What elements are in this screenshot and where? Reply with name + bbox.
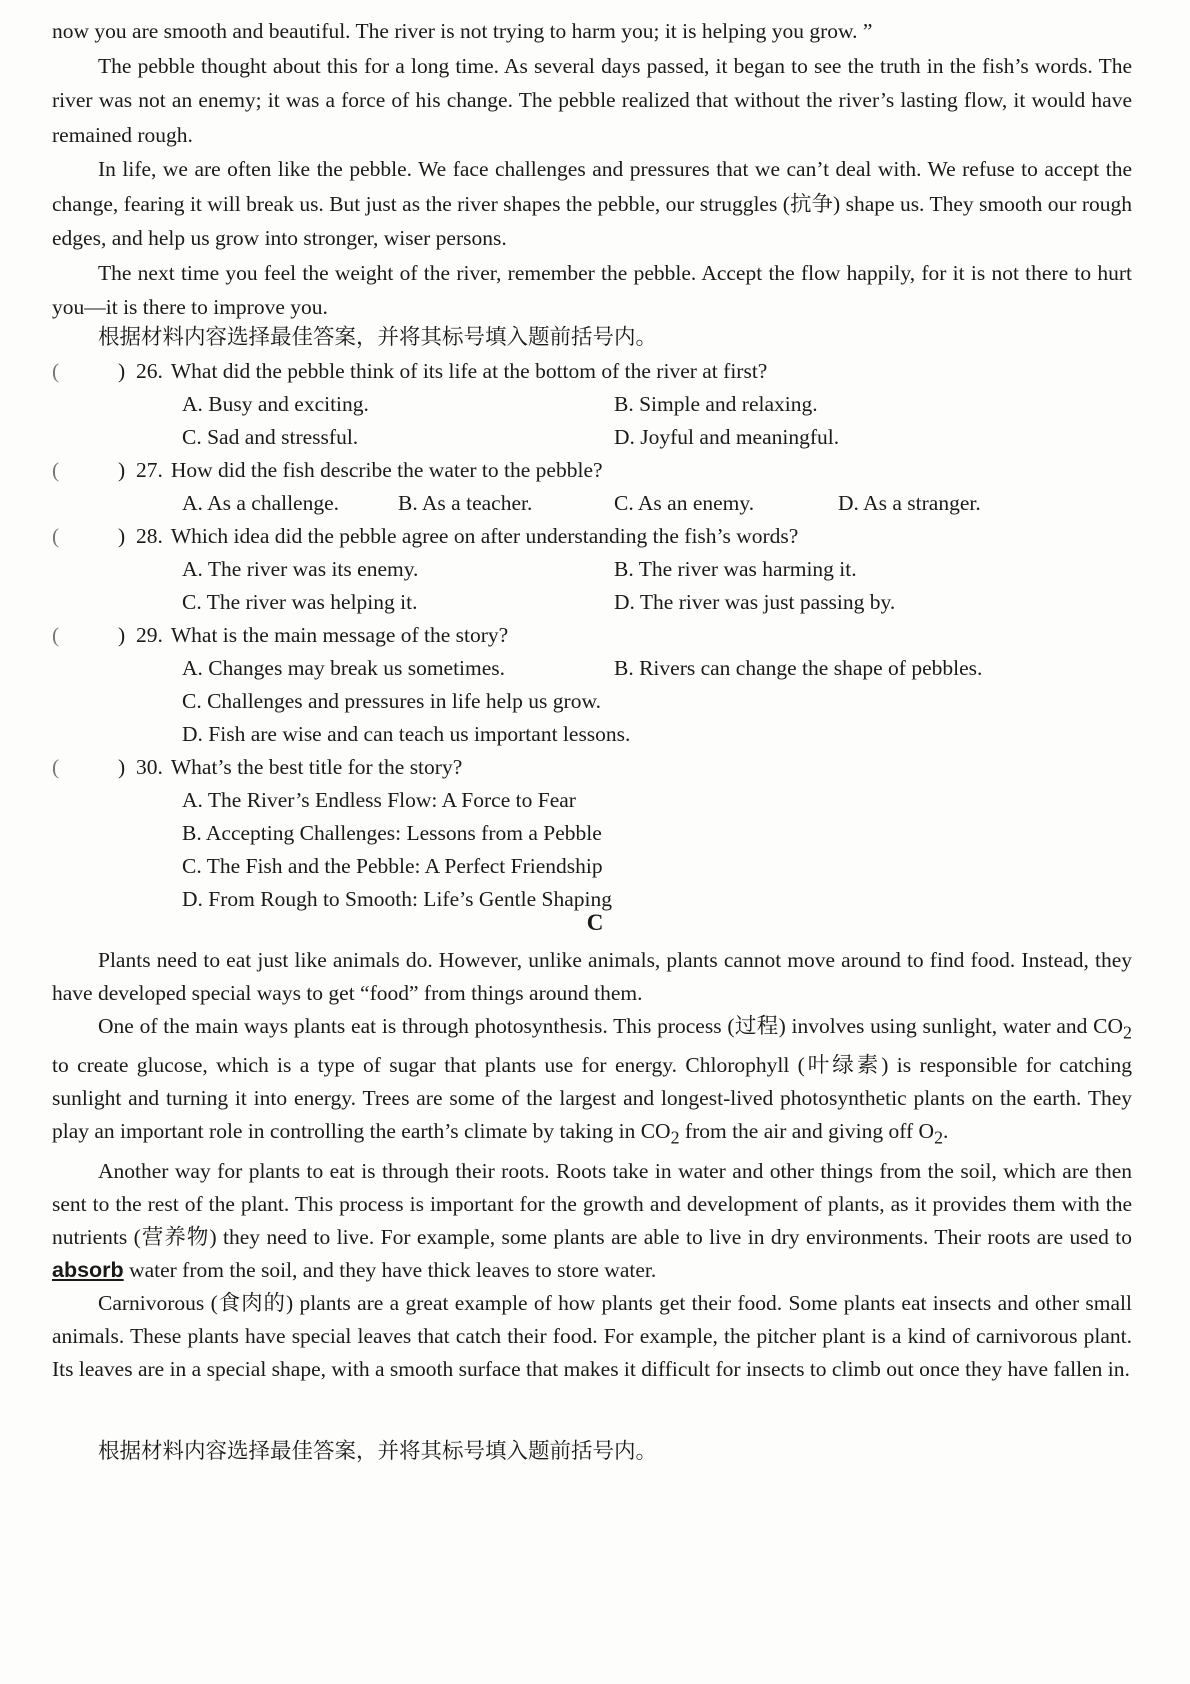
question-29 [52,619,1132,751]
subscript-2: 2 [934,1127,944,1148]
option-c: C. The Fish and the Pebble: A Perfect Friendship [182,854,603,878]
subscript-2: 2 [1123,1022,1132,1043]
question-27 [52,454,1132,520]
option-a: A. As a challenge. [182,491,340,515]
question-number: 28. [136,524,163,548]
answer-bracket-close: ) [118,524,126,548]
option-a: A. The River’s Endless Flow: A Force to Fear [182,788,576,812]
answer-bracket-open[interactable]: ( [52,623,60,647]
instruction-c: 根据材料内容选择最佳答案，并将其标号填入题前括号内。 [98,1439,658,1463]
option-d: D. Joyful and meaningful. [614,425,840,449]
question-stem: Which idea did the pebble agree on after understanding the fish’s words? [170,524,799,548]
passage-b-ending [52,14,1132,325]
answer-bracket-close: ) [118,623,126,647]
instruction-b: 根据材料内容选择最佳答案，并将其标号填入题前括号内。 [98,325,658,349]
option-c: C. Challenges and pressures in life help us grow. [182,689,601,713]
passage-c-paragraph-2 [52,1010,1132,1155]
option-b: B. Accepting Challenges: Lessons from a Pebble [182,821,602,845]
paragraph-2-part-3: from the air and giving off O [679,1119,935,1144]
option-c: C. The river was helping it. [182,590,418,614]
question-number: 27. [136,458,163,482]
option-d: D. Fish are wise and can teach us important lessons. [182,722,631,746]
option-c: C. As an enemy. [614,491,755,515]
answer-bracket-close: ) [118,359,126,383]
option-d: D. The river was just passing by. [614,590,896,614]
answer-bracket-close: ) [118,458,126,482]
passage-c-paragraph-3 [52,1155,1132,1287]
option-b: B. As a teacher. [398,491,533,515]
question-number: 30. [136,755,163,779]
answer-bracket-open[interactable]: ( [52,755,60,779]
question-stem: How did the fish describe the water to the pebble? [170,458,603,482]
option-d: D. As a stranger. [838,491,981,515]
question-26 [52,355,1132,454]
option-b: B. Rivers can change the shape of pebbles. [614,656,983,680]
paragraph-2-part-4: . [943,1119,949,1144]
passage-c-paragraph-4: Carnivorous (食肉的) plants are a great example of how plants get their food. Some plants eat insects and other small animals. These plants have special leaves that catch their food. For example, the pitcher plant is a kind of carnivorous plant. Its leaves are in a special shape, with a smooth surface that makes it difficult for insects to climb out once they have fallen in. [52,1290,1132,1381]
question-stem: What’s the best title for the story? [170,755,463,779]
keyword-absorb: absorb [52,1257,124,1282]
passage-b-paragraph-3: In life, we are often like the pebble. We face challenges and pressures that we can’t deal with. We refuse to accept the change, fearing it will break us. But just as the river shapes the pebble, our struggles (抗争) shape us. They smooth our rough edges, and help us grow into stronger, wiser persons. [52,157,1132,250]
question-number: 29. [136,623,163,647]
passage-b-paragraph-2: The pebble thought about this for a long time. As several days passed, it began to see the truth in the fish’s words. The river was not an enemy; it was a force of his change. The pebble realized that without the river’s lasting flow, it would have remained rough. [52,53,1132,147]
answer-bracket-open[interactable]: ( [52,458,60,482]
subscript-2: 2 [670,1127,680,1148]
passage-b-paragraph-4: The next time you feel the weight of the river, remember the pebble. Accept the flow happily, for it is not there to hurt you—it is there to improve you. [52,260,1132,319]
paragraph-3-part-2: water from the soil, and they have thick leaves to store water. [123,1257,657,1282]
passage-c [52,944,1132,1386]
paragraph-2-part-1: One of the main ways plants eat is through photosynthesis. This process (过程) involves using sunlight, water and CO [98,1014,1124,1038]
option-b: B. Simple and relaxing. [614,392,818,416]
answer-bracket-close: ) [118,755,126,779]
paragraph-2-part-2: to create glucose, which is a type of sugar that plants use for energy. Chlorophyll (叶绿素) is responsible for catching sunlight and turning it into energy. Trees are some of the largest and longest-lived photosynthetic plants on the earth. They play an important role in controlling the earth’s climate by taking in CO [52,1053,1132,1144]
answer-bracket-open[interactable]: ( [52,359,60,383]
option-c: C. Sad and stressful. [182,425,359,449]
option-a: A. The river was its enemy. [182,557,419,581]
passage-c-paragraph-1: Plants need to eat just like animals do. However, unlike animals, plants cannot move around to find food. Instead, they have developed special ways to get “food” from things around them. [52,948,1132,1005]
option-b: B. The river was harming it. [614,557,857,581]
paragraph-3-part-1: Another way for plants to eat is through their roots. Roots take in water and other things from the soil, which are then sent to the rest of the plant. This process is important for the growth and development of plants, as it provides them with the nutrients (营养物) they need to live. For example, some plants are able to live in dry environments. Their roots are used to [52,1158,1132,1249]
option-a: A. Busy and exciting. [182,392,369,416]
option-d: D. From Rough to Smooth: Life’s Gentle Shaping [182,887,612,911]
answer-bracket-open[interactable]: ( [52,524,60,548]
passage-b-line-1: now you are smooth and beautiful. The river is not trying to harm you; it is helping you grow. ” [52,19,873,43]
question-stem: What did the pebble think of its life at the bottom of the river at first? [170,359,768,383]
option-a: A. Changes may break us sometimes. [182,656,506,680]
question-stem: What is the main message of the story? [170,623,509,647]
question-28 [52,520,1132,619]
section-c-heading: C [586,910,604,935]
question-30 [52,751,1132,916]
question-number: 26. [136,359,163,383]
